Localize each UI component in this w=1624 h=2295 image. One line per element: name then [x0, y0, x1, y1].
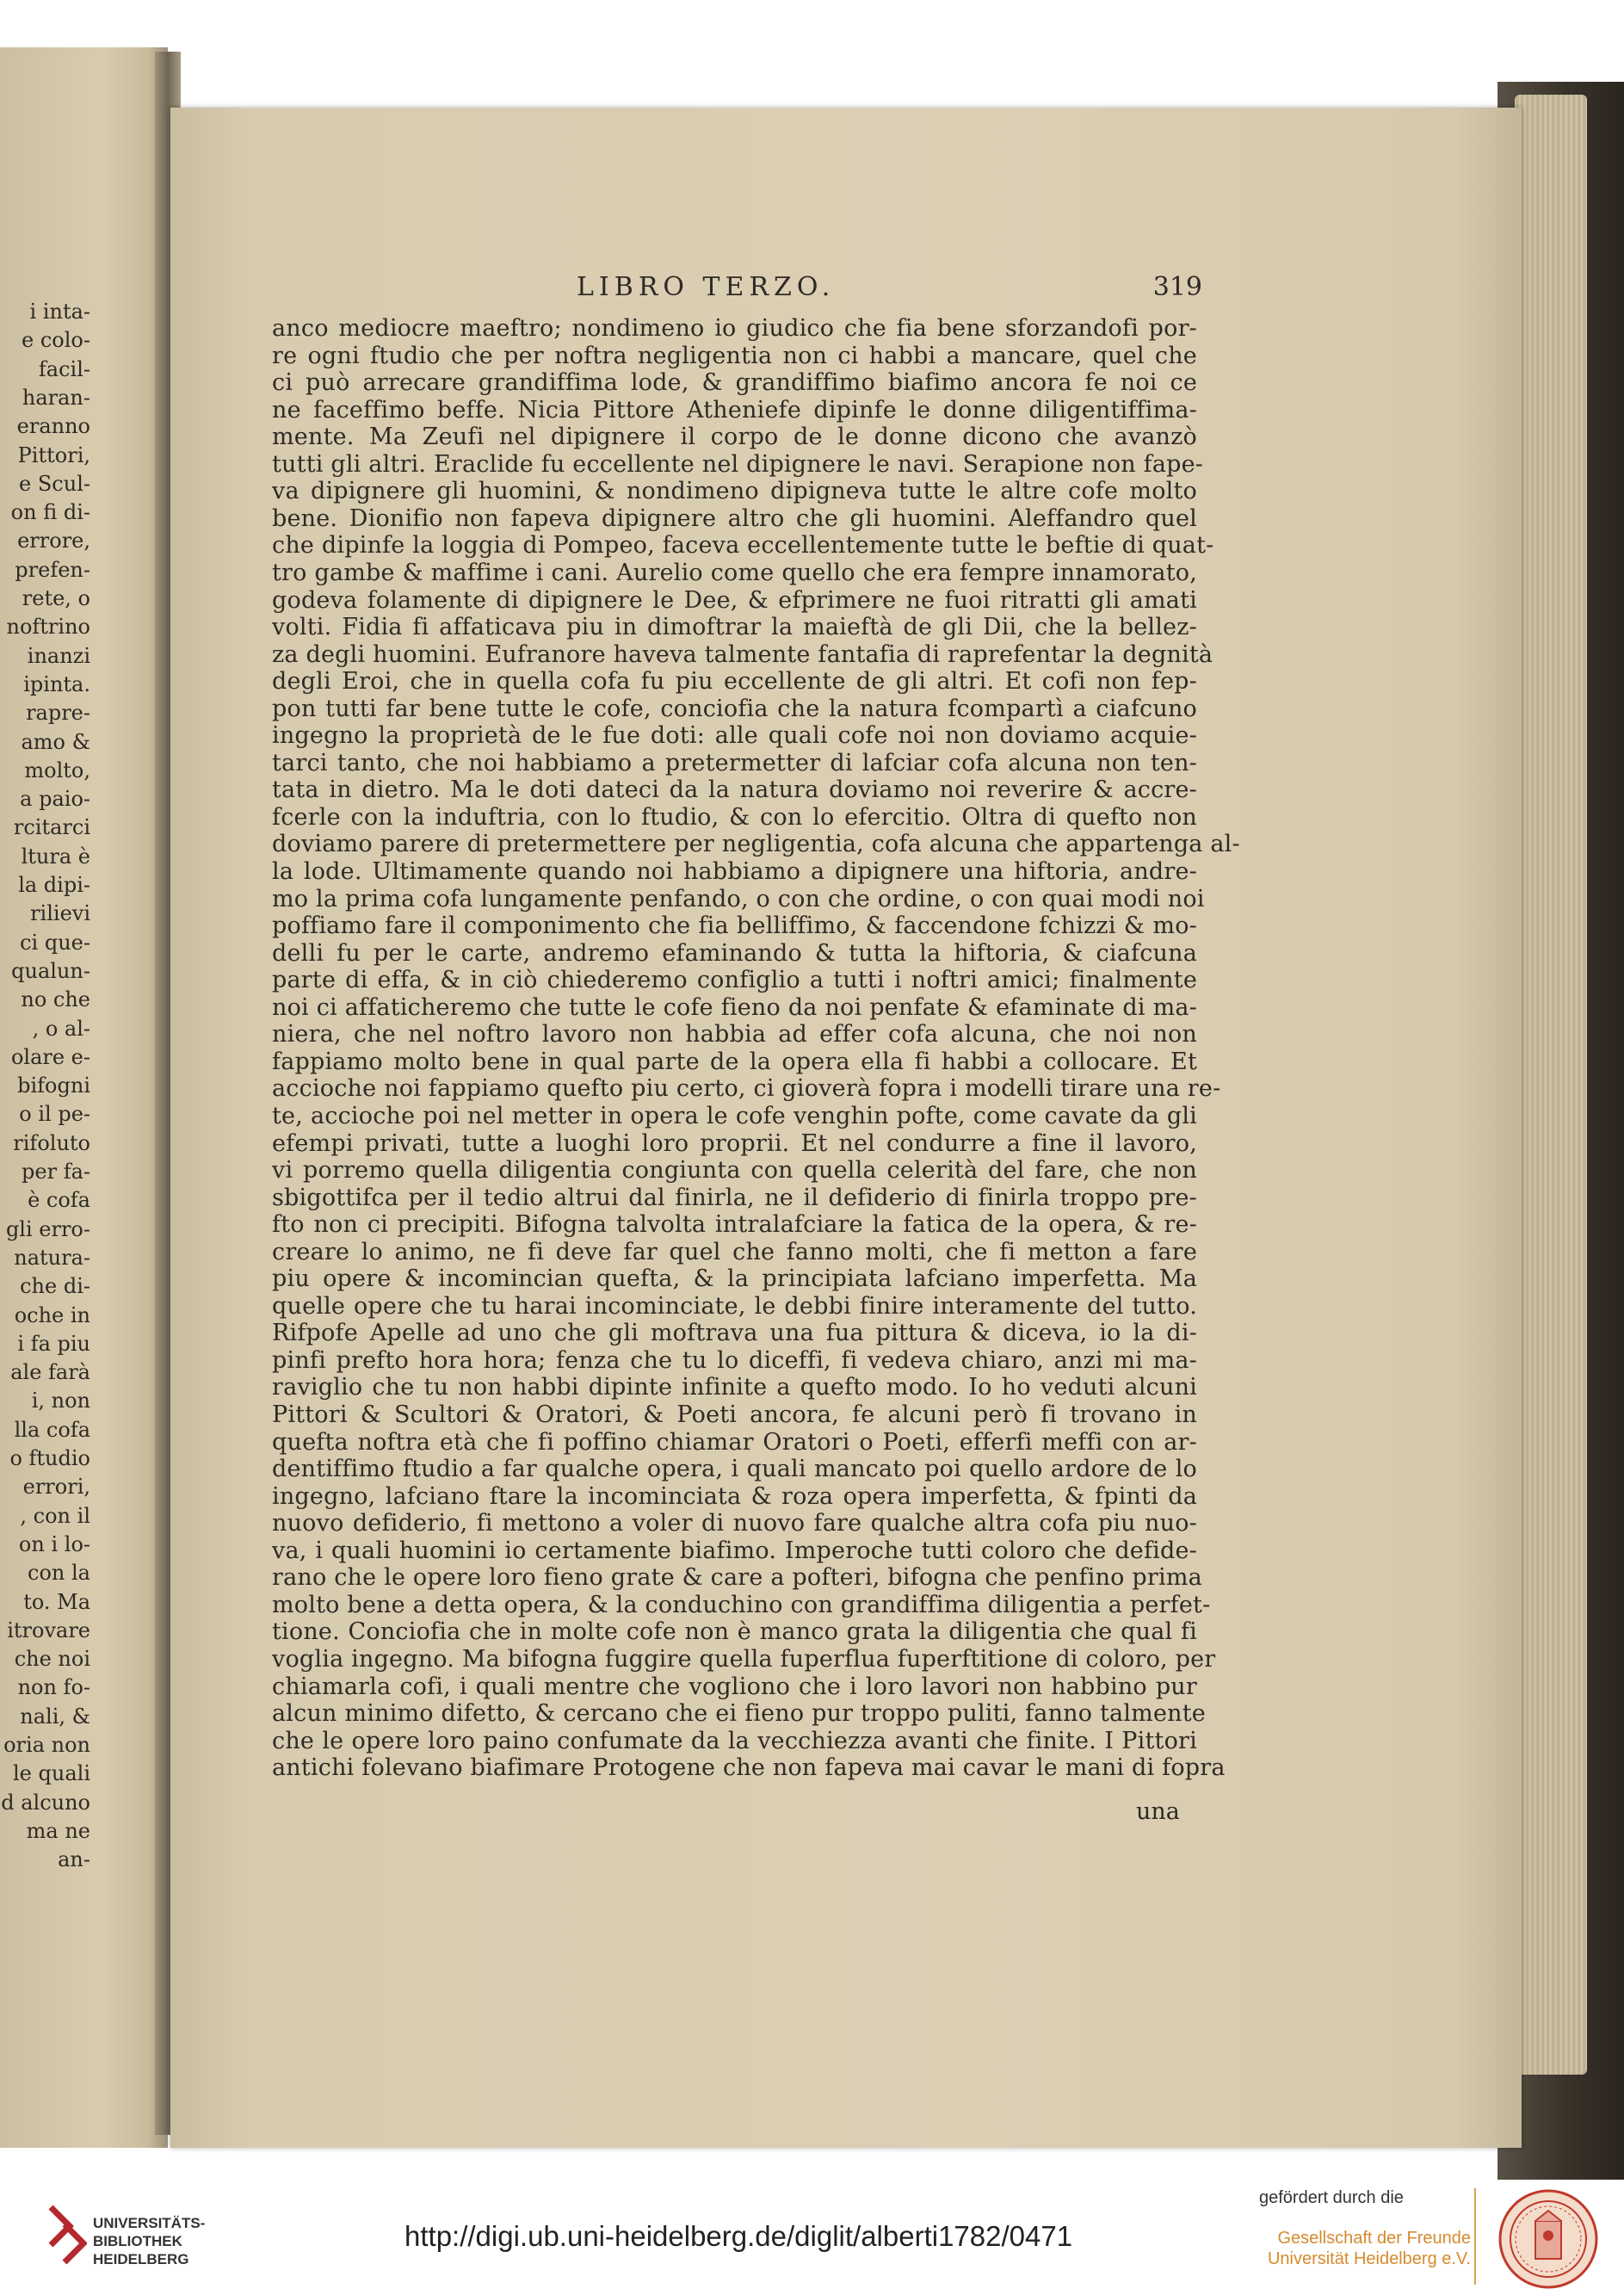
left-page-line: è cofa — [28, 1188, 90, 1213]
left-page-line: e colo- — [22, 328, 90, 353]
left-page-line: o ftudio — [9, 1446, 90, 1470]
text-line: rano che le opere loro fieno grate & care a pofteri, bifogna che penfino prima — [272, 1564, 1202, 1592]
running-head — [271, 272, 1202, 306]
text-line: efempi privati, tutte a luoghi loro proprii. Et nel condurre a fine il lavoro, — [272, 1129, 1197, 1157]
text-line: delli fu per le carte, andremo efaminando & tutta la hiftoria, & ciafcuna — [272, 939, 1197, 967]
left-page-line: ipinta. — [23, 671, 90, 696]
text-line: nuovo defiderio, fi mettono a voler di nuovo fare qualche altra cofa piu nuo- — [272, 1510, 1197, 1537]
left-page-line: noftrino — [6, 615, 90, 640]
left-page-line: eranno — [16, 414, 90, 439]
left-page-line: i, non — [31, 1389, 90, 1413]
left-page — [0, 47, 168, 2148]
left-page-line: natura- — [14, 1245, 90, 1270]
library-name — [93, 2214, 205, 2268]
left-page-line: nali, & — [20, 1704, 90, 1729]
left-page-line: oria non — [3, 1733, 90, 1757]
left-page-line: e Scul- — [19, 471, 90, 496]
text-line: piu opere & incomincian quefta, & la principiata lafciano imperfetta. Ma — [272, 1265, 1197, 1293]
library-name-line: UNIVERSITÄTS- — [93, 2215, 206, 2231]
page-number: 319 — [1152, 272, 1202, 302]
left-page-line: i inta- — [29, 300, 90, 324]
left-page-line: molto, — [24, 758, 90, 783]
text-line: sbigottifca per il tedio altrui dal finirla, ne il defiderio di finirla troppo pre- — [272, 1184, 1197, 1211]
text-line: dentiffimo ftudio a far qualche opera, i quali mancato poi quello ardore de lo — [272, 1456, 1197, 1483]
permalink-url[interactable]: http://digi.ub.uni-heidelberg.de/diglit/alberti1782/0471 — [404, 2220, 1073, 2252]
text-line: fappiamo molto bene in qual parte de la opera ella fi habbi a collocare. Et — [272, 1048, 1197, 1075]
text-line: bene. Dionifio non fapeva dipignere altro che gli huomini. Aleffandro quel — [272, 504, 1197, 532]
text-line: degli Eroi, che in quella cofa fu piu eccellente de gli altri. Et cofi non fep- — [272, 668, 1197, 696]
text-line: tata in dietro. Ma le doti dateci da la natura doviamo noi reverire & accre- — [272, 776, 1197, 804]
page-edges — [1515, 95, 1587, 2075]
text-line: ci può arrecare grandiffima lode, & grandiffimo biafimo ancora fe noi ce — [272, 369, 1197, 397]
text-line: tione. Conciofia che in molte cofe non è manco grata la diligentia che qual fi — [272, 1618, 1197, 1646]
text-line: va, i quali huomini io certamente biafimo. Imperoche tutti coloro che defide- — [272, 1537, 1197, 1564]
left-page-line: an- — [58, 1847, 90, 1872]
ub-heidelberg-logo-icon — [47, 2204, 87, 2266]
left-page-line: errori, — [22, 1475, 90, 1500]
text-line: fto non ci precipiti. Bifogna talvolta intralafciare la fatica de la opera, & re- — [272, 1211, 1197, 1239]
left-page-line: , con il — [20, 1503, 90, 1528]
text-line: anco mediocre maeftro; nondimeno io giudico che fia bene sforzandofi por- — [272, 315, 1197, 342]
text-line: doviamo parere di pretermettere per negligentia, cofa alcuna che appartenga al- — [272, 831, 1240, 858]
left-page-line: rete, o — [22, 586, 90, 610]
text-line: la lode. Ultimamente quando noi habbiamo a dipignere una hiftoria, andre- — [272, 858, 1197, 885]
text-line: pinfi prefto hora hora; fenza che tu lo diceffi, fi vedeva chiaro, anzi mi ma- — [272, 1346, 1197, 1374]
text-line: quelle opere che tu harai incominciate, le debbi finire interamente del tutto. — [272, 1292, 1197, 1320]
text-line: volti. Fidia fi affaticava piu in dimoftrar la maieftà de gli Dii, che la bellez- — [272, 614, 1197, 641]
left-page-line: lla cofa — [14, 1417, 90, 1442]
sponsor-name — [1264, 2228, 1471, 2269]
text-line: che dipinfe la loggia di Pompeo, faceva eccellentemente tutte le beftie di quat- — [272, 532, 1214, 560]
left-page-line: errore, — [17, 529, 90, 554]
text-line: chiamarla cofi, i quali mentre che vogliono che i loro lavori non habbino pur — [272, 1673, 1197, 1700]
left-page-line: per fa- — [22, 1160, 90, 1184]
left-page-line: amo & — [21, 729, 90, 754]
left-page-line: d alcuno — [1, 1790, 90, 1815]
text-line: mente. Ma Zeufi nel dipignere il corpo de le donne dicono che avanzò — [272, 424, 1197, 451]
text-line: za degli huomini. Eufranore haveva talmente fantafia di raprefentar la degnità — [272, 640, 1213, 668]
left-page-line: prefen- — [15, 557, 90, 582]
left-page-line: che di- — [20, 1274, 90, 1299]
text-line: accioche noi fappiamo quefto piu certo, ci gioverà fopra i modelli tirare una re- — [272, 1075, 1221, 1103]
left-page-line: i fa piu — [17, 1331, 90, 1356]
left-page-line: oche in — [14, 1302, 90, 1327]
left-page-line: Pittori, — [17, 442, 90, 467]
left-page-line: ci que- — [20, 930, 90, 955]
left-page-line: no che — [21, 987, 90, 1012]
funded-by-label: gefördert durch die — [1259, 2188, 1404, 2207]
left-page-line: on i lo- — [18, 1531, 90, 1556]
text-line: voglia ingegno. Ma bifogna fuggire quella fuperflua fuperftitione di coloro, per — [272, 1645, 1216, 1673]
left-page-line: ma ne — [26, 1818, 90, 1843]
text-line: pon tutti far bene tutte le cofe, conciofia che la natura fcompartì a ciafcuno — [272, 695, 1197, 722]
left-page-line: facil- — [38, 356, 90, 381]
left-page-line: to. Ma — [23, 1589, 90, 1614]
left-page-line: rifoluto — [13, 1130, 90, 1155]
footer-divider — [1474, 2188, 1476, 2285]
text-line: antichi folevano biafimare Protogene che non fapeva mai cavar le mani di fopra — [272, 1754, 1226, 1782]
text-line: fcerle con la induftria, con lo ftudio, & con lo efercitio. Oltra di quefto non — [272, 803, 1197, 831]
left-page-line: non fo- — [17, 1675, 90, 1700]
text-line: niera, che nel noftro lavoro non habbia ad effer cofa alcuna, che noi non — [272, 1021, 1197, 1049]
text-line: godeva folamente di dipignere le Dee, & efprimere ne fuoi ritratti gli amati — [272, 586, 1197, 614]
text-line: alcun minimo difetto, & cercano che ei fieno pur troppo puliti, fanno talmente — [272, 1700, 1206, 1728]
left-page-line: o il pe- — [19, 1102, 90, 1127]
left-page-line: , o al- — [32, 1016, 90, 1041]
left-page-line: ale farà — [10, 1360, 90, 1385]
left-page-line: haran- — [22, 385, 90, 410]
library-name-line: HEIDELBERG — [93, 2251, 189, 2267]
left-page-line: rapre- — [26, 701, 90, 726]
text-line: ingegno, lafciano ftare la incominciata & roza opera imperfetta, & fpinti da — [272, 1482, 1197, 1510]
text-line: ne faceffimo beffe. Nicia Pittore Atheniefe dipinfe le donne diligentiffima- — [272, 396, 1197, 424]
text-line: tutti gli altri. Eraclide fu eccellente nel dipignere le navi. Serapione non fape- — [272, 450, 1204, 478]
left-page-line: la dipi- — [18, 873, 90, 897]
running-head-title: LIBRO TERZO. — [577, 272, 836, 302]
text-line: re ogni ftudio che per noftra negligentia non ci habbi a mancare, quel che — [272, 342, 1197, 369]
text-line: tarci tanto, che noi habbiamo a pretermetter di lafciar cofa alcuna non ten- — [272, 749, 1197, 776]
text-line: quefta noftra età che fi poffino chiamar Oratori o Poeti, efferfi meffi con ar- — [272, 1428, 1197, 1456]
left-page-line: gli erro- — [5, 1216, 90, 1241]
text-line: vi porremo quella diligentia congiunta con quella celerità del fare, che non — [272, 1157, 1197, 1185]
text-line: va dipignere gli huomini, & nondimeno dipigneva tutte le altre cofe molto — [272, 478, 1197, 505]
left-page-line: rcitarci — [13, 815, 90, 840]
text-line: raviglio che tu non habbi dipinte infinite a quefto modo. Io ho veduti alcuni — [272, 1374, 1197, 1401]
text-line: parte di effa, & in ciò chiederemo configlio a tutti i noftri amici; finalmente — [272, 967, 1197, 994]
university-seal-icon — [1497, 2188, 1599, 2290]
left-page-line: le quali — [13, 1761, 90, 1786]
text-line: noi ci affaticheremo che tutte le cofe fieno da noi penfate & efaminate di ma- — [272, 993, 1197, 1021]
text-line: creare lo animo, ne fi deve far quel che fanno molti, che fi metton a fare — [272, 1238, 1197, 1265]
sponsor-line: Universität Heidelberg e.V. — [1267, 2249, 1471, 2268]
left-page-line: che noi — [14, 1647, 90, 1672]
library-name-line: BIBLIOTHEK — [93, 2233, 182, 2249]
left-page-line: on fi di- — [10, 500, 90, 525]
sponsor-line: Gesellschaft der Freunde — [1277, 2229, 1471, 2248]
left-page-line: inanzi — [27, 643, 90, 668]
left-page-line: ltura è — [21, 844, 90, 869]
left-page-line: rilievi — [30, 901, 90, 926]
left-page-line: a paio- — [20, 787, 90, 812]
text-line: che le opere loro paino confumate da la vecchiezza avanti che finite. I Pittori — [272, 1727, 1197, 1754]
text-line: mo la prima cofa lungamente penfando, o con che ordine, o con quai modi noi — [272, 885, 1205, 912]
text-line: Pittori & Scultori & Oratori, & Poeti ancora, fe alcuni però fi trovano in — [272, 1401, 1197, 1428]
left-page-line: olare e- — [10, 1044, 90, 1069]
catchword: una — [1136, 1798, 1180, 1825]
left-page-line: itrovare — [7, 1618, 90, 1642]
text-line: tro gambe & maffime i cani. Aurelio come quello che era fempre innamorato, — [272, 559, 1197, 586]
footer-bar — [0, 2180, 1624, 2295]
text-line: Rifpofe Apelle ad uno che gli moftrava una fua pittura & diceva, io la di- — [272, 1320, 1197, 1347]
left-page-line: bifogni — [17, 1073, 90, 1098]
text-line: molto bene a detta opera, & la conduchino con grandiffima diligentia a perfet- — [272, 1591, 1211, 1618]
left-page-line: qualun- — [11, 958, 90, 983]
text-line: ingegno la proprietà de le fue doti: alle quali cofe noi non doviamo acquie- — [272, 722, 1197, 750]
text-line: poffiamo fare il componimento che fia belliffimo, & faccendone fchizzi & mo- — [272, 912, 1197, 940]
left-page-line: con la — [28, 1561, 90, 1586]
text-line: te, accioche poi nel metter in opera le cofe venghin pofte, come cavate da gli — [272, 1102, 1197, 1129]
